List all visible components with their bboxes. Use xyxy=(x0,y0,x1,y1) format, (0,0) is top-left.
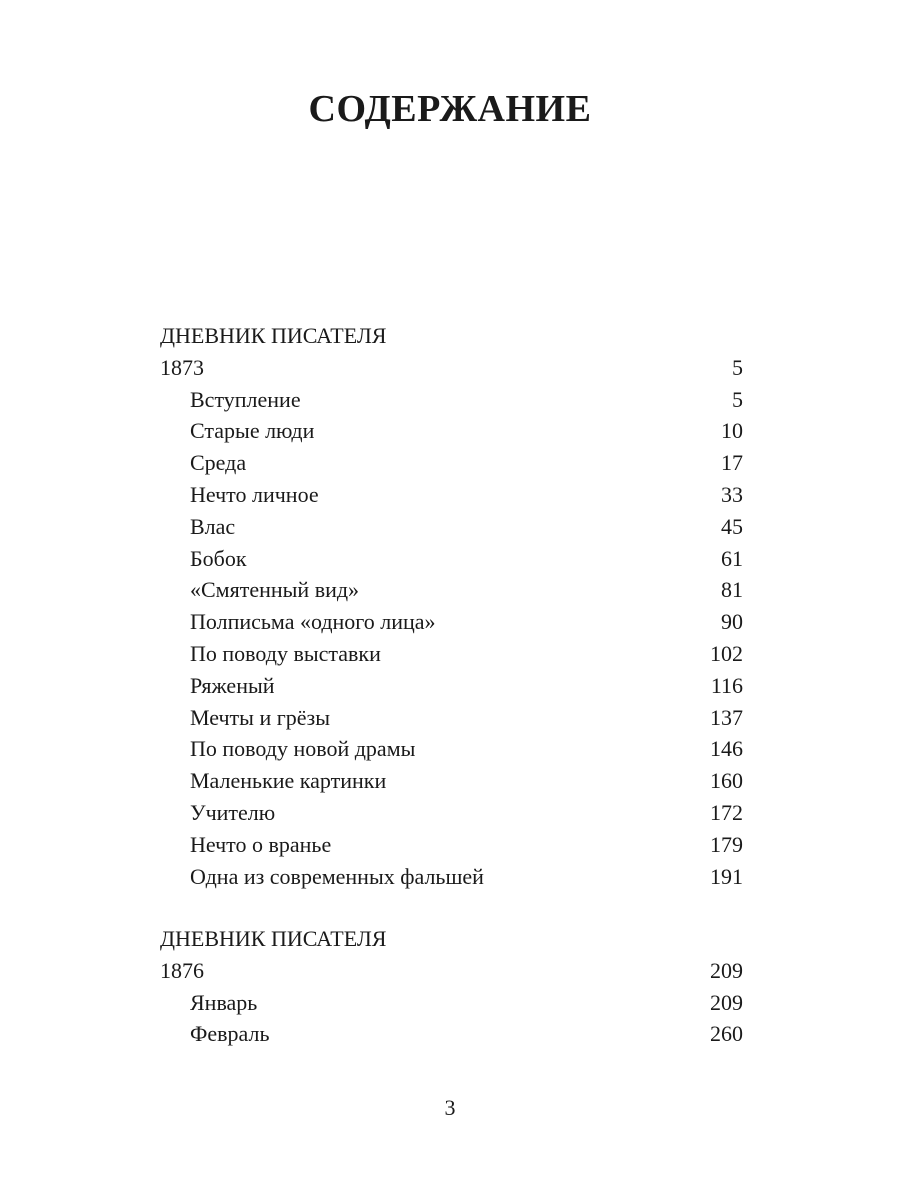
toc-entry[interactable] xyxy=(160,543,743,575)
toc-entry-title: Полписьма «одного лица» xyxy=(190,609,436,635)
toc-page-number: 209 xyxy=(710,989,743,1015)
toc-entry-title: Бобок xyxy=(190,545,247,571)
toc-entry-title: Нечто личное xyxy=(190,481,319,507)
toc-page-number: 5 xyxy=(732,386,743,412)
page-title: СОДЕРЖАНИЕ xyxy=(308,88,592,130)
toc-entry[interactable] xyxy=(160,829,743,861)
toc-year-label: 1873 xyxy=(160,354,204,380)
toc-entry-title: Учителю xyxy=(190,799,276,825)
toc-entry[interactable] xyxy=(160,638,743,670)
toc-entry-title: Вступление xyxy=(190,386,301,412)
toc-entry-title: Ряженый xyxy=(190,672,275,698)
toc-entry[interactable] xyxy=(160,384,743,416)
toc-entry-title: Маленькие картинки xyxy=(190,768,387,794)
toc-page-number: 172 xyxy=(710,799,743,825)
toc-entry[interactable] xyxy=(160,447,743,479)
toc-entry[interactable] xyxy=(160,606,743,638)
toc-page-number: 209 xyxy=(710,957,743,983)
toc-entry-title: Влас xyxy=(190,513,236,539)
toc-entry-title: «Смятенный вид» xyxy=(190,577,360,603)
toc-entry-title: Январь xyxy=(190,989,258,1015)
toc-entry-title: Старые люди xyxy=(190,418,315,444)
toc-page-number: 61 xyxy=(721,545,743,571)
toc-page-number: 260 xyxy=(710,1021,743,1047)
toc-entry[interactable] xyxy=(160,479,743,511)
toc-entry[interactable] xyxy=(160,415,743,447)
toc-section-1873 xyxy=(160,320,743,892)
toc-entry-title: По поводу выставки xyxy=(190,640,381,666)
toc-page-number: 45 xyxy=(721,513,743,539)
section-heading: ДНЕВНИК ПИСАТЕЛЯ xyxy=(160,926,387,951)
toc-page-number: 179 xyxy=(710,831,743,857)
toc-year-label: 1876 xyxy=(160,957,204,983)
toc-entry-title: Одна из современных фальшей xyxy=(190,863,484,889)
section-heading: ДНЕВНИК ПИСАТЕЛЯ xyxy=(160,323,387,348)
toc-entry[interactable] xyxy=(160,797,743,829)
toc-page-number: 33 xyxy=(721,481,743,507)
toc-page-number: 90 xyxy=(721,609,743,635)
toc-page-number: 191 xyxy=(710,863,743,889)
toc-entry[interactable] xyxy=(160,1018,743,1050)
toc-entry[interactable] xyxy=(160,861,743,893)
toc-page-number: 10 xyxy=(721,418,743,444)
toc-entry-title: Среда xyxy=(190,450,247,476)
toc-entry[interactable] xyxy=(160,765,743,797)
toc-entry-title: Мечты и грёзы xyxy=(190,704,330,730)
toc-entry[interactable] xyxy=(160,733,743,765)
toc-entry[interactable] xyxy=(160,574,743,606)
toc-page-number: 17 xyxy=(721,450,743,476)
toc-page-number: 5 xyxy=(732,354,743,380)
toc-page-number: 116 xyxy=(710,672,743,698)
toc-entry-title: Февраль xyxy=(190,1021,270,1047)
toc-entry[interactable] xyxy=(160,987,743,1019)
toc-page-number: 137 xyxy=(710,704,743,730)
toc-entry[interactable] xyxy=(160,702,743,734)
page-number: 3 xyxy=(444,1095,456,1120)
toc-entry-title: Нечто о вранье xyxy=(190,831,332,857)
toc-section-1876 xyxy=(160,923,743,1050)
toc-page-number: 81 xyxy=(721,577,743,603)
toc-entry[interactable] xyxy=(160,511,743,543)
toc-year-row[interactable] xyxy=(160,352,743,384)
toc-page-number: 146 xyxy=(710,736,743,762)
toc-page-number: 160 xyxy=(710,768,743,794)
toc-entry[interactable] xyxy=(160,670,743,702)
toc-year-row[interactable] xyxy=(160,955,743,987)
toc-entry-title: По поводу новой драмы xyxy=(190,736,416,762)
toc-page-number: 102 xyxy=(710,640,743,666)
